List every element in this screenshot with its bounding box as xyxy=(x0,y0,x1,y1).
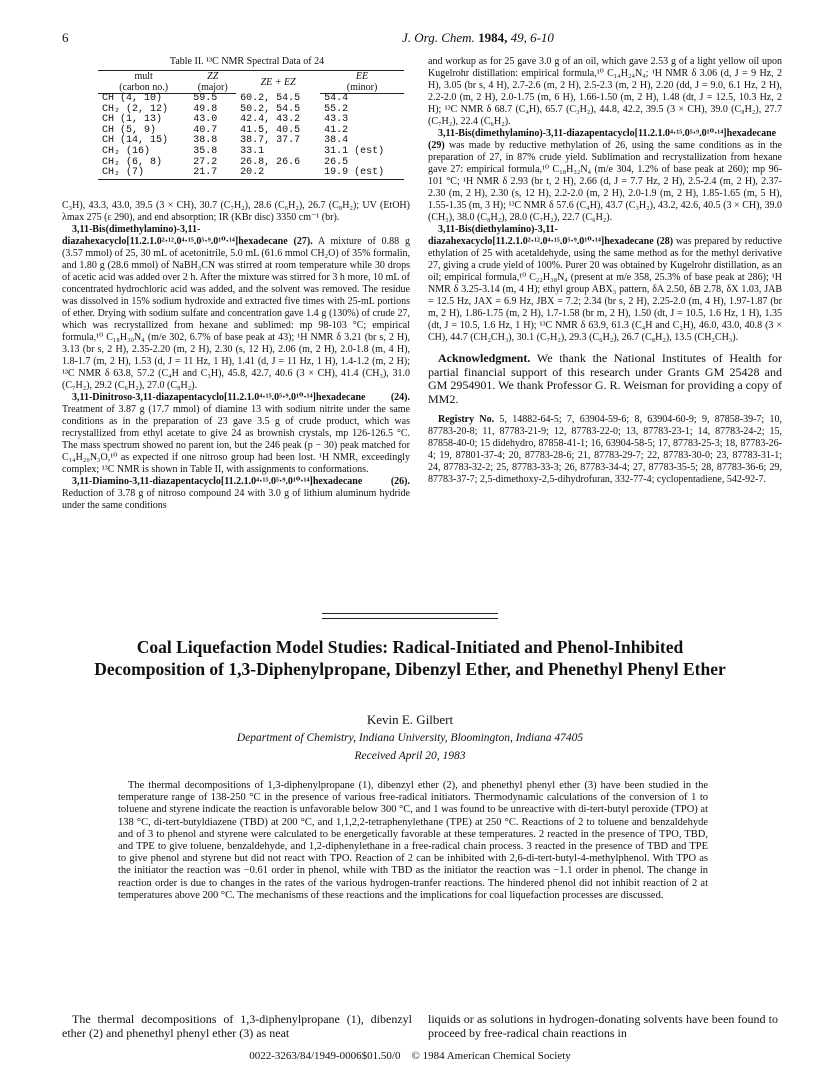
table-header-ze-ez: ZE + EZ xyxy=(236,71,320,94)
cell-ee: 38.4 xyxy=(324,135,349,147)
cell-mult: CH (4, 10) xyxy=(102,93,163,104)
cell-ze-ez: 33.1 xyxy=(240,145,265,157)
footer-code: 0022-3263/84/1949-0006$01.50/0 xyxy=(249,1050,401,1062)
table-header-mult: mult xyxy=(98,71,189,83)
cell-zz: 35.8 xyxy=(193,145,218,157)
nmr-table xyxy=(98,70,404,180)
paragraph-compound-24 xyxy=(62,392,410,476)
journal-citation xyxy=(402,30,554,46)
heading-compound-26: 3,11-Diamino-3,11-diazapentacyclo[11.2.1.0⁴·¹⁵.0⁵·⁹.0¹⁰·¹⁴]hexadecane (26). xyxy=(72,475,410,487)
cell-mult: CH₂ (2, 12) xyxy=(102,103,169,115)
cell-mult: CH (14, 15) xyxy=(102,135,169,147)
table-header-carbon-no: (carbon no.) xyxy=(98,82,189,94)
cell-ze-ez: 20.2 xyxy=(236,168,320,179)
page-number: 6 xyxy=(62,30,69,45)
cell-zz: 49.8 xyxy=(193,103,218,115)
acknowledgment xyxy=(428,352,782,406)
journal-name: J. Org. Chem. xyxy=(402,30,475,45)
body-compound-29: was made by reductive methylation of 26, using the same conditions as in the preparation of 27, in 87% crude yield. Sublimation and recrystallization from hexane gave 27: empirical formula,¹⁰ C₁₈H₃₂N₄ (m/e 304, 1.2% of base peak at 260); mp 96-101 °C; ¹H NMR δ 2.93 (br t, 2 H), 2.66 (d, J = 7.7 Hz, 2 H), 2.5-2.4 (m, 2 H), 2.37-2.30 (m, 2 H), 2.30 (s, 12 H), 2.2-2.0 (m, 2 H), 2.0-1.9 (m, 2 H), 1.85-1.65 (m, 5 H), 1.55-1.35 (m, 3 H); ¹³C NMR δ 57.6 (C₄H), 43.7 (C₃H₂), 43.2, 42.6, 40.5 (3 × CH), 39.0 (CH₃), 38.0 (C₈H₂), 28.0 (C₇H₂), 22.7 (C₆H₂). xyxy=(428,140,782,223)
cell-ze-ez: 42.4, 43.2 xyxy=(240,114,301,126)
registry-numbers xyxy=(428,414,782,486)
cell-ee: 43.3 xyxy=(324,114,349,126)
separator-rule xyxy=(322,613,498,614)
cell-mult: CH₂ (7) xyxy=(98,168,189,179)
abstract: The thermal decompositions of 1,3-diphenylpropane (1), dibenzyl ether (2), and phenethyl phenyl ether (3) have been studied in the temperature range of 138-250 °C in the presence of various free-radical initiators. Thermodynamic calculations of the conversion of 1 to toluene and styrene indicate the reaction is unfavorable below 300 °C, and 1 was found to be unreactive with di-tert-butyl peroxide (TPO) at 138 °C, di-tert-butyldiazene (TBD) at 200 °C, and 1,1,2,2-tetraphenylethane (TPE) at 250 °C. Reactions of 2 to toluene and benzaldehyde and of 3 to phenol and styrene were calculated to be energetically favorable at these temperatures. 2 reacted in the presence of TPO, TBD, and TPE to give toluene, benzaldehyde, and 1,2-diphenylethane in a free-radical chain process. 3 reacted in the presence of TBD and TPE to give phenol and styrene but did not react with TPO. Reaction of 2 can be inhibited with 2,6-di-tert-butyl-4-methylphenol. With TPO as the initiator the reaction was −0.61 order in phenol, while with TBD as the initiator the reaction was −1.1 order in phenol. The change in reaction order is due to changes in the rates of the various hydrogen-tranfer reactions. The hindered phenol did not inhibit reaction of 2 at temperatures above 200 °C. The mechanisms of these reactions and the implications for coal liquefaction processes are discussed. xyxy=(118,780,708,901)
cell-ee: 54.4 xyxy=(324,93,349,104)
heading-compound-27: 3,11-Bis(dimethylamino)-3,11-diazahexacyclo[11.2.1.0²·¹².0⁴·¹⁵.0⁵·⁹.0¹⁰·¹⁴]hexadecane (27). xyxy=(62,223,313,247)
registry-heading: Registry No. xyxy=(438,414,495,425)
intro-left: The thermal decompositions of 1,3-diphenylpropane (1), dibenzyl ether (2) and phenethyl phenyl ether (3) as neat xyxy=(62,1012,412,1040)
paragraph-right-1: and workup as for 25 gave 3.0 g of an oil, which gave 2.53 g of a light yellow oil upon Kugelrohr distillation: empirical formula,¹⁰ C₁₄H₂₄N₄; ¹H NMR δ 3.06 (d, J = 9 Hz, 2 H), 3.05 (br s, 4 H), 2.7-2.6 (m, 2 H), 2.5-2.3 (m, 2 H), 2.20 (dd, J = 9.0, 6.1 Hz, 2 H), 2.2-2.0 (m, 2 H), 2.0-1.75 (m, 6 H), 1.66-1.50 (m, 2 H), 1.48 (dt, J = 12.5, 10.3 Hz, 2 H); ¹³C NMR δ 68.7 (C₄H), 65.7 (C₃H₂), 44.8, 42.2, 39.5 (3 × CH), 39.0 (C₈H₂), 27.7 (C₇H₂), 22.4 (C₆H₂). xyxy=(428,56,782,127)
footer-copyright: © 1984 American Chemical Society xyxy=(411,1050,571,1062)
table-row xyxy=(98,147,404,158)
author-affiliation: Department of Chemistry, Indiana University, Bloomington, Indiana 47405 xyxy=(236,732,584,744)
heading-compound-24: 3,11-Dinitroso-3,11-diazapentacyclo[11.2.1.0⁴·¹⁵.0⁵·⁹.0¹⁰·¹⁴]hexadecane (24). xyxy=(72,391,410,403)
cell-zz: 59.5 xyxy=(193,93,218,104)
cell-ee: 26.5 xyxy=(324,156,349,168)
journal-volume: 49, xyxy=(510,30,527,45)
paragraph-compound-27 xyxy=(62,224,410,392)
cell-ze-ez: 50.2, 54.5 xyxy=(240,103,301,115)
journal-pages: 6-10 xyxy=(530,30,554,45)
left-column xyxy=(62,56,410,512)
table-row xyxy=(98,94,404,105)
body-compound-27: A mixture of 0.88 g (3.57 mmol) of 25, 30 mL of acetonitrile, 5.0 mL (61.6 mmol CH₂O) of 35% formalin, and 1.80 g (28.6 mmol) of NaBH₃CN was stirred at room temperature while 30 drops of acetic acid was added over 2 h. After the mixture was stirred for 3 h more, 10 mL of concentrated hydrochloric acid was added, and the solvent was removed. The residue was dissolved in 15% sodium hydroxide and extracted five times with 25-mL portions of ether. Drying with sodium sulfate and concentration gave 1.4 g (130%) of crude 27, which was recrystallized from hexane and sublimed: mp 98-103 °C; empirical formula,¹⁰ C₁₈H₃₀N₄ (m/e 302, 6.7% of base peak at 43); ¹H NMR δ 3.21 (br s, 2 H), 3.13 (br s, 2 H), 2.35-2.20 (m, 2 H), 2.30 (s, 12 H), 2.06 (m, 2 H), 2.0-1.8 (m, 4 H), 1.8-1.7 (m, 2 H), 1.53 (d, J = 11 Hz, 1 H), 1.41 (d, J = 11 Hz, 1 H), 1.4-1.2 (m, 2 H); ¹³C NMR δ 63.8, 57.2 (C₄H and C₃H), 45.8, 42.7, 40.6 (3 × CH), 41.4 (CH₃), 31.0 (C₇H₂), 29.2 (C₆H₂), 27.0 (C₈H₂). xyxy=(62,235,410,391)
acknowledgment-body: We thank the National Institutes of Health for partial financial support of this research under Grants GM 25428 and GM 2954901. We thank Professor G. R. Weisman for providing a copy of MM2. xyxy=(428,351,782,406)
page-footer xyxy=(0,1050,820,1062)
paragraph-compound-28 xyxy=(428,224,782,344)
right-column xyxy=(428,56,782,486)
table-caption: Table II. ¹³C NMR Spectral Data of 24 xyxy=(169,56,325,67)
table-header-major: (major) xyxy=(189,82,236,94)
body-compound-24: Treatment of 3.87 g (17.7 mmol) of diamine 13 with sodium nitrite under the same conditions as in the preparation of 23 gave 3.5 g of crude product, which was recrystallized from ethyl acetate to give 24 as brownish crystals, mp 126-126.5 °C. The mass spectrum showed no parent ion, but the 246 peak (p − 30) peak matched for C₁₄H₂₀N₃O,¹⁰ as expected if one nitroso group had been lost. ¹H NMR, exceedingly complex; ¹³C NMR is shown in Table II, with assignments to conformations. xyxy=(62,403,410,475)
cell-ze-ez: 26.8, 26.6 xyxy=(240,156,301,168)
table-header-ee: EE xyxy=(320,71,404,83)
table-body xyxy=(98,94,404,180)
cell-mult: CH (5, 9) xyxy=(102,124,157,136)
table-header-zz: ZZ xyxy=(189,71,236,83)
cell-ee: 55.2 xyxy=(324,103,349,115)
cell-mult: CH₂ (16) xyxy=(102,145,151,157)
body-compound-28: was prepared by reductive ethylation of 25 with acetaldehyde, using the same method as for the methyl derivative 27, giving a crude yield of 100%. Purer 20 was obtained by Kugelrohr distillation, as an oil; empirical formula,¹⁰ C₂₂H₃₈N₄ (present at m/e 358, 25.3% of base peak at 286); ¹H NMR δ 3.25-3.14 (m, 4 H); ethyl group ABX₃ pattern, δA 2.50, δB 2.78, δX 1.03, JAB = 12.5 Hz, JAX = 6.9 Hz, JBX = 7.2; 2.34 (br s, 2 H), 2.25-2.0 (m, 4 H), 1.97-1.87 (br m, 2 H), 1.86-1.75 (m, 2 H), 1.7-1.58 (br m, 2 H), 1.50 (dt, J = 10.5, 1.6 Hz, 1 H), 1.35 (dt, J = 10.5, 1.6 Hz, 1 H); ¹³C NMR δ 63.9, 61.3 (C₄H and C₃H), 46.0, 43.0, 40.8 (3 × CH), 44.7 (CH₂CH₃), 30.1 (C₇H₂), 29.3 (C₆H₂), 26.7 (C₈H₂), 13.5 (CH₂CH₃). xyxy=(428,236,782,343)
cell-ze-ez: 41.5, 40.5 xyxy=(240,124,301,136)
cell-ze-ez: 60.2, 54.5 xyxy=(240,92,301,104)
cell-ze-ez: 38.7, 37.7 xyxy=(240,135,301,147)
table-row xyxy=(98,168,404,179)
article-author: Kevin E. Gilbert xyxy=(366,712,454,727)
cell-zz: 27.2 xyxy=(193,156,218,168)
intro-right: liquids or as solutions in hydrogen-donating solvents have been found to proceed by free-radical chain reactions in xyxy=(428,1012,778,1040)
heading-compound-28: 3,11-Bis(diethylamino)-3,11-diazahexacyclo[11.2.1.0²·¹².0⁴·¹⁵.0⁵·⁹.0¹⁰·¹⁴]hexadecane (28) xyxy=(428,224,674,247)
journal-year: 1984, xyxy=(478,30,508,45)
cell-mult: CH (1, 13) xyxy=(102,114,163,126)
cell-zz: 38.8 xyxy=(193,135,218,147)
cell-ee: 31.1 (est) xyxy=(324,145,385,157)
acknowledgment-heading: Acknowledgment. xyxy=(438,351,531,365)
body-compound-26: Reduction of 3.78 g of nitroso compound 24 with 3.0 g of lithium aluminum hydride under the same conditions xyxy=(62,487,410,511)
paragraph-compound-29 xyxy=(428,128,782,224)
heading-compound-29: 3,11-Bis(dimethylamino)-3,11-diazapentacyclo[11.2.1.0⁴·¹⁵.0⁵·⁹.0¹⁰·¹⁴]hexadecane (29) xyxy=(428,128,777,151)
paragraph-left-1: C₃H), 43.3, 43.0, 39.5 (3 × CH), 30.7 (C₇H₂), 28.6 (C₆H₂), 26.7 (C₈H₂); UV (EtOH) λmax 275 (ε 290), and end absorption; IR (KBr disc) 3350 cm⁻¹ (br). xyxy=(62,199,410,223)
registry-body: 5, 14882-64-5; 7, 63904-59-6; 8, 63904-60-9; 9, 87858-39-7; 10, 87783-20-8; 11, 87783-21-9; 12, 87783-22-0; 13, 87783-23-1; 14, 87783-24-2; 15, 87858-40-0; 15 didehydro, 87858-41-1; 16, 63904-58-5; 17, 87783-25-3; 18, 87783-26-4; 19, 87801-37-4; 20, 87783-28-6; 21, 87783-29-7; 22, 87783-30-0; 23, 87783-31-1; 24, 87783-32-2; 25, 87783-33-3; 26, 87783-34-4; 27, 87783-35-5; 28, 87783-36-6; 29, 87783-37-7; 2,5-dimethoxy-2,5-dihydrofuran, 332-77-4; cyclopentadiene, 542-92-7. xyxy=(428,414,782,485)
article-title: Coal Liquefaction Model Studies: Radical-Initiated and Phenol-Inhibited Decomposition of 1,3-Diphenylpropane, Dibenzyl Ether, and Phenethyl Phenyl Ether xyxy=(94,637,726,679)
paragraph-compound-26 xyxy=(62,476,410,512)
running-header xyxy=(62,30,780,46)
table-header-minor: (minor) xyxy=(320,82,404,94)
cell-zz: 40.7 xyxy=(193,124,218,136)
cell-zz: 43.0 xyxy=(193,114,218,126)
cell-mult: CH₂ (6, 8) xyxy=(102,156,163,168)
cell-ee: 19.9 (est) xyxy=(320,168,404,179)
received-date: Received April 20, 1983 xyxy=(354,750,466,762)
cell-zz: 21.7 xyxy=(189,168,236,179)
separator-rule-2 xyxy=(322,618,498,619)
cell-ee: 41.2 xyxy=(324,124,349,136)
